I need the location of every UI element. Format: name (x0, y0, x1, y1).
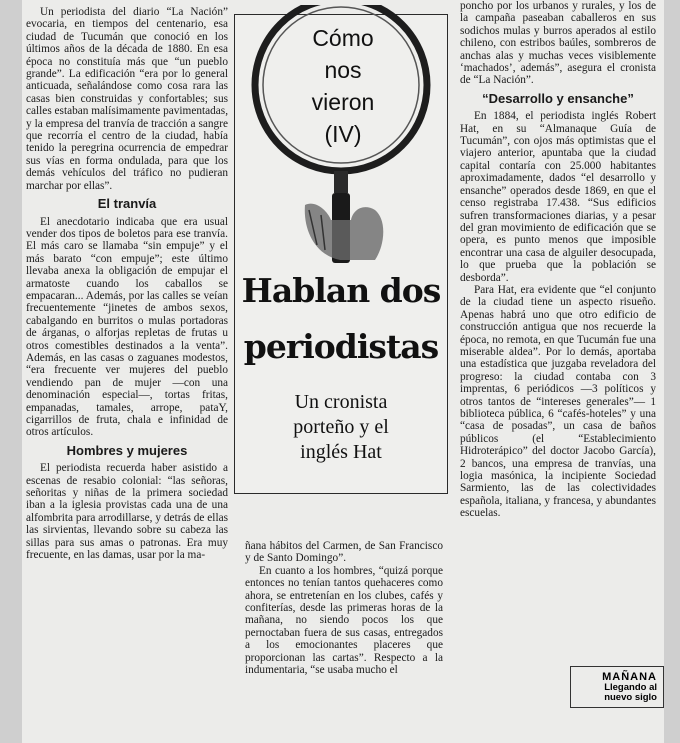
badge-title: MAÑANA (602, 671, 657, 683)
lens-line: nos (324, 57, 362, 83)
paragraph: poncho por los urbanos y rurales, y los de la campaña paseaban caballeros en sus sodichos mulas y burros aperados al estilo chileno, con estribos baúles, sombreros de anchas alas y muchas veces visiblemente ‘machados’, además”, asegura el cronista de “La Nación”. (460, 0, 656, 87)
lens-line: vieron (311, 89, 375, 115)
column-left (26, 6, 228, 561)
paragraph: En cuanto a los hombres, “quizá porque entonces no tenían tantos quehaceres como ahora, se entretenían en los clubes, cafés y confiterías, desde las primeras horas de la mañana, no siendo pocos los que pernoctaban fuera de sus casas, entregados a los emocionantes placeres que proporcionan las cartas”. Respecto a la indumentaria, “se usaba mucho el (245, 564, 443, 677)
paragraph: Para Hat, era evidente que “el conjunto de la ciudad tiene un aspecto risueño. Apenas habrá uno que otro edificio de construcción antigua que nos recuerde la época, no remota, en que Tucumán fue una miserable aldea”. Por lo demás, aportaba una estadística que juzgaba reveladora del progreso: la ciudad contaba con 3 imprentas, 6 periódicos —3 políticos y otros tantos de “intereses generales”— 1 biblioteca pública, 6 “cafés-hoteles” y una “casa de posadas”, un casa de baños públicos (el “Establecimiento Hidroterápico” del doctor Jacobo García), 2 bancos, una empresa de tranvías, una logia masónica, la incipiente Sociedad Sarmiento, las de las colectividades española, italiana, y francesa, y abundantes escuelas. (460, 283, 656, 520)
subheading-hombres-mujeres: Hombres y mujeres (66, 442, 188, 458)
subheading-tranvia: El tranvía (97, 196, 157, 212)
subhead-line: porteño y el (293, 416, 389, 438)
paragraph: Un periodista del diario “La Nación” evocaria, en tiempos del centenario, esa ciudad de Tucumán que conoció en los últimos años de la década de 1880. En esa época no constituía más que “un pueblo grande”. La edificación “era por lo general anticuada, señalándose como cosa rara las casas bien construidas y confortables; sus calles estaban malísimamente pavimentadas, y la empresa del tranvía de tracción a sangre que recorría el centro de la ciudad, había tenido la peregrina ocurrencia de empedrar sus vías en forma ondulada, para que los demás vehículos del tráfico no pudieran marchar por ellas”. (26, 6, 229, 192)
lens-line: (IV) (324, 121, 362, 147)
subheadline (235, 390, 447, 465)
paragraph: En 1884, el periodista inglés Robert Hat, en su “Almanaque Guía de Tucumán”, con ojos más optimistas que el viajero anterior, apuntaba que la ciudad capital contaría con 25.000 habitantes aproximadamente, dados “el desarrollo y ensanche” operados desde 1869, en que el censo registraba 17.438. “Sus edificios sufren transformaciones diarias, y a pesar del gran movimiento de edificación que se opera, es punto menos que imposible encontrar una casa de alguiler desocupada, lo que prueba que la población se desborda”. (460, 110, 656, 284)
paragraph: El periodista recuerda haber asistido a escenas de resabio colonial: “las señoras, señoritas y niñas de la primera sociedad iban a la iglesia provistas cada una de una alfombrita para arrodillarse, y detrás de ellas las sirvientas, llevando sobre su cabeza las sillas para sus amas o patronas. Era muy frecuente, en las damas, usar por la ma- (26, 462, 228, 562)
headline-line: Hablan dos (241, 271, 441, 310)
next-issue-badge (570, 666, 664, 708)
subheading-desarrollo: “Desarrollo y ensanche” (482, 90, 634, 106)
column-middle (245, 540, 443, 676)
lens-line: Cómo (312, 25, 374, 51)
column-right (460, 0, 656, 520)
subhead-line: Un cronista (294, 391, 388, 413)
headline-line: periodistas (243, 327, 439, 366)
badge-line: Llegando al (604, 682, 657, 693)
paragraph: El anecdotario indicaba que era usual vender dos tipos de boletos para ese tranvía. El más caro se llamaba “sin empuje” y el más barato “con empuje”; este último llevaba anexa la obligación de empujar el armatoste cuando los caballos se empacaran... Además, por las calles se veían frecuentemente “jinetes de ambos sexos, cabalgando en burritos o mulas portadoras de árganas, o alforjas repletas de frutas u otros comestibles destinados a la venta”. Además, en las casas o zaguanes modestos, “era frecuente ver mujeres del pueblo vendiendo pan de mujer —con una denominación especial—, tortas fritas, empanadas, tamales, arrope, pataY, cigarrillos de fruta, chala e infinidad de otros artículos. (26, 215, 228, 439)
newspaper-clipping (22, 0, 664, 743)
paragraph: ñana hábitos del Carmen, de San Francisco y de Santo Domingo”. (245, 540, 443, 565)
badge-line: nuevo siglo (604, 692, 657, 703)
subhead-line: inglés Hat (300, 441, 382, 463)
feature-box (234, 14, 448, 494)
